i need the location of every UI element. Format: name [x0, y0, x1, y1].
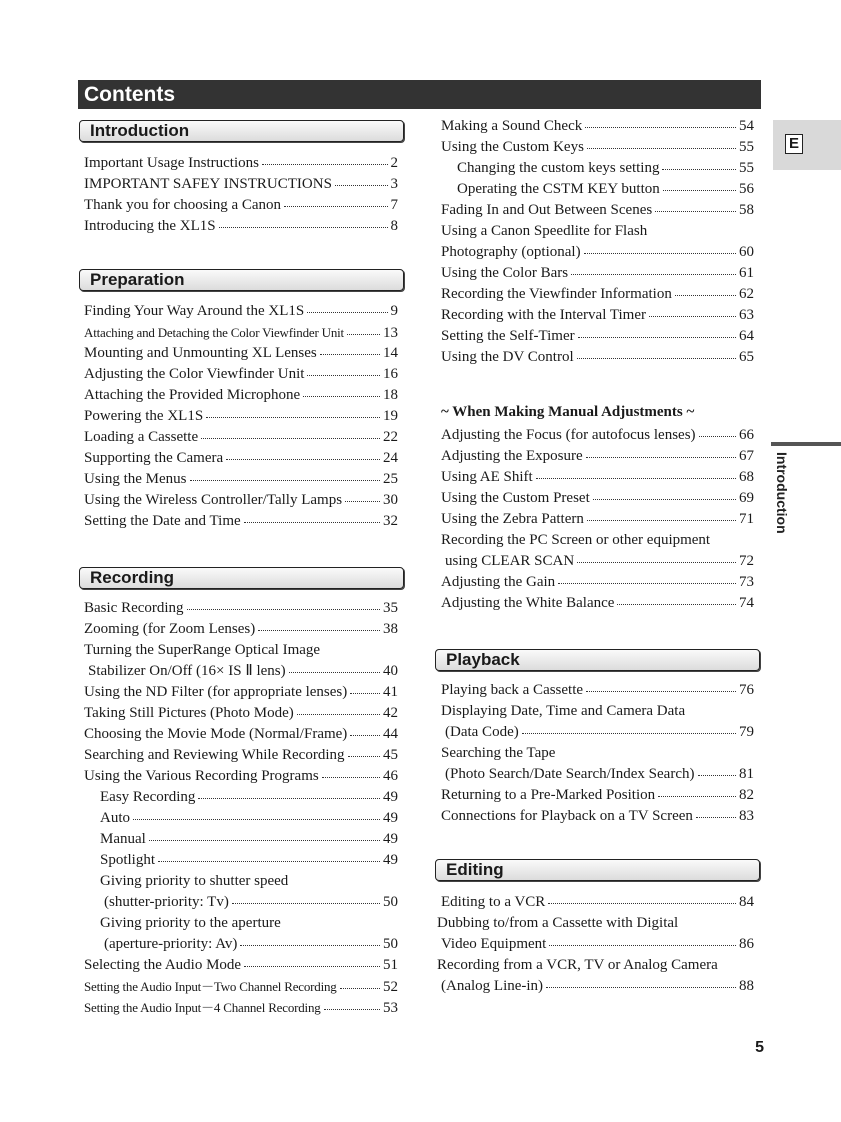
toc-entry — [84, 745, 398, 766]
toc-entry-page: 49 — [383, 810, 398, 826]
toc-entry-title: Making a Sound Check — [441, 118, 583, 134]
toc-leader-dots — [696, 816, 736, 818]
toc-entry — [441, 572, 754, 593]
toc-leader-dots — [198, 797, 380, 799]
toc-entry-page: 16 — [383, 366, 398, 382]
toc-entry-title: Setting the Audio Input－4 Channel Recording — [84, 1000, 321, 1015]
toc-entry — [441, 509, 754, 530]
toc-entry — [441, 806, 754, 827]
toc-leader-dots — [190, 479, 381, 481]
toc-entry-page: 82 — [739, 787, 754, 803]
toc-leader-dots — [297, 713, 380, 715]
toc-entry-title: Adjusting the Exposure — [441, 448, 583, 464]
toc-entry — [441, 976, 754, 997]
toc-leader-dots — [658, 795, 736, 797]
toc-entry — [84, 997, 398, 1018]
section-recording: Recording — [79, 567, 404, 589]
toc-entry-page: 69 — [739, 490, 754, 506]
toc-leader-dots — [324, 1008, 380, 1010]
toc-entry-title: Using the Zebra Pattern — [441, 511, 584, 527]
toc-entry-page: 66 — [739, 427, 754, 443]
toc-leader-dots — [219, 226, 388, 228]
toc-entry — [457, 158, 754, 179]
toc-entry-page: 83 — [739, 808, 754, 824]
toc-entry-title: Video Equipment — [441, 936, 547, 952]
toc-entry-page: 14 — [383, 345, 398, 361]
toc-entry-page: 38 — [383, 621, 398, 637]
toc-entry-page: 62 — [739, 286, 754, 302]
toc-entry-page: 8 — [390, 218, 398, 234]
manual-adjustments-heading: ~ When Making Manual Adjustments ~ — [441, 404, 695, 420]
section-preparation: Preparation — [79, 269, 404, 291]
toc-entry — [437, 913, 678, 934]
toc-entry-page: 67 — [739, 448, 754, 464]
toc-entry-title: Selecting the Audio Mode — [84, 957, 242, 973]
toc-entry-title: Giving priority to shutter speed — [100, 873, 289, 889]
toc-leader-dots — [577, 561, 736, 563]
toc-entry — [84, 619, 398, 640]
toc-entry — [84, 364, 398, 385]
toc-entry-title: (Data Code) — [445, 724, 519, 740]
toc-entry-title: Recording the PC Screen or other equipment — [441, 532, 711, 548]
page-number: 5 — [755, 1039, 764, 1056]
toc-entry-title: Manual — [100, 831, 146, 847]
toc-leader-dots — [149, 839, 380, 841]
toc-leader-dots — [522, 732, 736, 734]
toc-entry-title: Setting the Audio Input－Two Channel Recording — [84, 979, 337, 994]
toc-entry-page: 44 — [383, 726, 398, 742]
toc-entry-title: Using the Menus — [84, 471, 187, 487]
toc-entry-title: Recording with the Interval Timer — [441, 307, 646, 323]
toc-entry-page: 24 — [383, 450, 398, 466]
toc-entry-page: 42 — [383, 705, 398, 721]
toc-entry-page: 55 — [739, 160, 754, 176]
toc-leader-dots — [335, 184, 388, 186]
toc-entry — [84, 195, 398, 216]
toc-entry-page: 2 — [390, 155, 398, 171]
toc-entry — [441, 284, 754, 305]
toc-entry — [441, 221, 647, 242]
toc-entry — [437, 955, 718, 976]
toc-leader-dots — [699, 435, 736, 437]
toc-entry-title: Stabilizer On/Off (16× IS Ⅱ lens) — [88, 663, 286, 679]
toc-entry-title: Turning the SuperRange Optical Image — [84, 642, 321, 658]
toc-entry-title: Loading a Cassette — [84, 429, 199, 445]
toc-entry-title: Zooming (for Zoom Lenses) — [84, 621, 256, 637]
toc-entry-page: 56 — [739, 181, 754, 197]
section-tab-bar — [771, 442, 841, 446]
toc-leader-dots — [548, 902, 736, 904]
toc-entry-page: 50 — [383, 894, 398, 910]
toc-entry-page: 22 — [383, 429, 398, 445]
toc-leader-dots — [320, 353, 380, 355]
toc-leader-dots — [340, 987, 380, 989]
toc-entry-page: 46 — [383, 768, 398, 784]
toc-leader-dots — [289, 671, 380, 673]
toc-leader-dots — [240, 944, 380, 946]
toc-leader-dots — [206, 416, 380, 418]
toc-entry — [84, 174, 398, 195]
toc-leader-dots — [307, 374, 380, 376]
toc-entry — [84, 766, 398, 787]
toc-entry-page: 81 — [739, 766, 754, 782]
toc-leader-dots — [546, 986, 736, 988]
toc-leader-dots — [698, 774, 737, 776]
toc-entry-title: Mounting and Unmounting XL Lenses — [84, 345, 317, 361]
toc-entry-page: 50 — [383, 936, 398, 952]
toc-entry — [104, 892, 398, 913]
toc-leader-dots — [226, 458, 380, 460]
toc-leader-dots — [558, 582, 736, 584]
toc-entry-page: 54 — [739, 118, 754, 134]
toc-entry-title: Finding Your Way Around the XL1S — [84, 303, 305, 319]
toc-entry — [100, 829, 398, 850]
toc-entry-page: 84 — [739, 894, 754, 910]
toc-entry-page: 7 — [390, 197, 398, 213]
toc-entry — [441, 425, 754, 446]
toc-entry-page: 71 — [739, 511, 754, 527]
toc-leader-dots — [617, 603, 736, 605]
section-editing: Editing — [435, 859, 760, 881]
toc-leader-dots — [571, 273, 736, 275]
toc-leader-dots — [536, 477, 736, 479]
toc-entry-title: (Analog Line-in) — [441, 978, 544, 994]
toc-leader-dots — [586, 690, 736, 692]
toc-entry-page: 45 — [383, 747, 398, 763]
toc-entry-page: 73 — [739, 574, 754, 590]
toc-entry — [84, 598, 398, 619]
toc-entry-page: 76 — [739, 682, 754, 698]
toc-entry — [100, 871, 288, 892]
toc-entry — [441, 116, 754, 137]
toc-entry-page: 65 — [739, 349, 754, 365]
toc-leader-dots — [662, 168, 736, 170]
toc-leader-dots — [350, 734, 380, 736]
toc-entry-page: 9 — [390, 303, 398, 319]
toc-entry — [441, 137, 754, 158]
toc-entry — [441, 488, 754, 509]
toc-entry-title: Attaching the Provided Microphone — [84, 387, 301, 403]
toc-entry-page: 13 — [383, 325, 398, 341]
toc-entry-title: Using the Custom Preset — [441, 490, 590, 506]
toc-entry-title: Recording the Viewfinder Information — [441, 286, 672, 302]
toc-entry-title: Playing back a Cassette — [441, 682, 584, 698]
toc-entry — [441, 326, 754, 347]
toc-entry-title: Searching the Tape — [441, 745, 556, 761]
toc-entry — [441, 446, 754, 467]
toc-entry — [88, 661, 398, 682]
toc-entry-page: 86 — [739, 936, 754, 952]
toc-entry-title: Using the ND Filter (for appropriate lenses) — [84, 684, 348, 700]
toc-entry — [84, 216, 398, 237]
toc-leader-dots — [232, 902, 380, 904]
toc-entry-page: 49 — [383, 789, 398, 805]
toc-entry — [84, 343, 398, 364]
toc-entry-page: 25 — [383, 471, 398, 487]
toc-leader-dots — [587, 519, 736, 521]
toc-entry — [441, 305, 754, 326]
toc-entry — [84, 703, 398, 724]
toc-entry-title: Using the Various Recording Programs — [84, 768, 319, 784]
page-title: Contents — [78, 80, 761, 109]
toc-entry-page: 40 — [383, 663, 398, 679]
toc-entry — [441, 242, 754, 263]
toc-entry — [441, 467, 754, 488]
toc-entry-page: 79 — [739, 724, 754, 740]
toc-entry — [104, 934, 398, 955]
toc-entry-page: 58 — [739, 202, 754, 218]
toc-entry-page: 49 — [383, 852, 398, 868]
toc-entry-title: Displaying Date, Time and Camera Data — [441, 703, 686, 719]
toc-entry-page: 72 — [739, 553, 754, 569]
toc-entry-title: Using the Wireless Controller/Tally Lamps — [84, 492, 343, 508]
toc-entry-page: 19 — [383, 408, 398, 424]
toc-entry-title: Connections for Playback on a TV Screen — [441, 808, 693, 824]
toc-leader-dots — [577, 357, 736, 359]
toc-entry-title: Introducing the XL1S — [84, 218, 216, 234]
toc-entry — [84, 385, 398, 406]
toc-entry-title: Setting the Date and Time — [84, 513, 241, 529]
toc-leader-dots — [284, 205, 387, 207]
toc-entry — [84, 640, 320, 661]
toc-entry-page: 60 — [739, 244, 754, 260]
toc-entry-title: Adjusting the White Balance — [441, 595, 615, 611]
toc-entry-title: (shutter-priority: Tv) — [104, 894, 229, 910]
toc-entry-title: using CLEAR SCAN — [445, 553, 575, 569]
toc-entry-page: 30 — [383, 492, 398, 508]
toc-entry-title: Editing to a VCR — [441, 894, 546, 910]
toc-entry-title: Returning to a Pre-Marked Position — [441, 787, 656, 803]
toc-entry-title: Taking Still Pictures (Photo Mode) — [84, 705, 294, 721]
toc-entry-title: Giving priority to the aperture — [100, 915, 281, 931]
toc-leader-dots — [307, 311, 387, 313]
toc-entry-title: Supporting the Camera — [84, 450, 224, 466]
toc-entry — [84, 955, 398, 976]
toc-entry-page: 41 — [383, 684, 398, 700]
toc-entry-title: Dubbing to/from a Cassette with Digital — [437, 915, 679, 931]
toc-entry — [441, 593, 754, 614]
toc-leader-dots — [158, 860, 380, 862]
toc-leader-dots — [675, 294, 736, 296]
toc-entry-title: Photography (optional) — [441, 244, 581, 260]
toc-entry-title: Auto — [100, 810, 130, 826]
toc-leader-dots — [201, 437, 380, 439]
toc-entry-page: 74 — [739, 595, 754, 611]
toc-entry — [457, 179, 754, 200]
toc-leader-dots — [649, 315, 736, 317]
toc-entry-title: Changing the custom keys setting — [457, 160, 660, 176]
toc-entry-page: 64 — [739, 328, 754, 344]
toc-leader-dots — [585, 126, 736, 128]
toc-entry — [441, 701, 685, 722]
toc-entry-title: Setting the Self-Timer — [441, 328, 575, 344]
toc-entry-title: Fading In and Out Between Scenes — [441, 202, 653, 218]
toc-leader-dots — [587, 147, 736, 149]
toc-entry-title: Using a Canon Speedlite for Flash — [441, 223, 648, 239]
toc-entry-title: IMPORTANT SAFEY INSTRUCTIONS — [84, 176, 332, 192]
section-playback: Playback — [435, 649, 760, 671]
section-introduction: Introduction — [79, 120, 404, 142]
toc-entry-title: Adjusting the Focus (for autofocus lenses) — [441, 427, 696, 443]
toc-entry — [84, 322, 398, 343]
toc-entry — [441, 530, 710, 551]
toc-leader-dots — [262, 163, 388, 165]
toc-leader-dots — [578, 336, 736, 338]
toc-entry-title: Using the Color Bars — [441, 265, 569, 281]
toc-entry-page: 63 — [739, 307, 754, 323]
toc-entry — [84, 724, 398, 745]
toc-leader-dots — [303, 395, 380, 397]
toc-entry-title: Spotlight — [100, 852, 156, 868]
toc-entry — [84, 976, 398, 997]
toc-entry-title: Adjusting the Color Viewfinder Unit — [84, 366, 305, 382]
toc-entry-title: Searching and Reviewing While Recording — [84, 747, 345, 763]
toc-entry-title: Powering the XL1S — [84, 408, 204, 424]
toc-entry-page: 68 — [739, 469, 754, 485]
toc-entry-page: 61 — [739, 265, 754, 281]
toc-entry-title: Basic Recording — [84, 600, 184, 616]
toc-leader-dots — [584, 252, 736, 254]
language-tab — [773, 120, 841, 170]
toc-leader-dots — [187, 608, 380, 610]
toc-leader-dots — [348, 755, 381, 757]
toc-entry — [84, 682, 398, 703]
toc-entry-title: Choosing the Movie Mode (Normal/Frame) — [84, 726, 348, 742]
toc-entry-title: (aperture-priority: Av) — [104, 936, 238, 952]
toc-entry — [441, 785, 754, 806]
toc-leader-dots — [244, 965, 380, 967]
toc-entry-title: Recording from a VCR, TV or Analog Camera — [437, 957, 718, 973]
toc-entry — [84, 153, 398, 174]
toc-entry — [441, 263, 754, 284]
toc-entry-page: 52 — [383, 979, 398, 995]
toc-entry-title: Using the Custom Keys — [441, 139, 584, 155]
toc-entry — [445, 551, 754, 572]
toc-entry-page: 88 — [739, 978, 754, 994]
toc-entry — [84, 469, 398, 490]
toc-entry — [441, 934, 754, 955]
toc-entry — [441, 347, 754, 368]
toc-entry-title: Adjusting the Gain — [441, 574, 556, 590]
toc-leader-dots — [549, 944, 736, 946]
toc-entry-page: 32 — [383, 513, 398, 529]
toc-entry — [100, 850, 398, 871]
toc-entry — [84, 406, 398, 427]
toc-leader-dots — [655, 210, 736, 212]
toc-leader-dots — [593, 498, 736, 500]
toc-entry-page: 35 — [383, 600, 398, 616]
toc-entry — [445, 764, 754, 785]
toc-entry — [84, 301, 398, 322]
section-tab-label: Introduction — [774, 452, 790, 534]
toc-entry — [84, 511, 398, 532]
toc-leader-dots — [244, 521, 380, 523]
toc-entry — [100, 808, 398, 829]
toc-entry — [84, 427, 398, 448]
toc-leader-dots — [258, 629, 380, 631]
toc-entry-page: 51 — [383, 957, 398, 973]
toc-leader-dots — [345, 500, 380, 502]
toc-entry-title: Operating the CSTM KEY button — [457, 181, 660, 197]
toc-entry-title: Important Usage Instructions — [84, 155, 259, 171]
toc-entry-page: 49 — [383, 831, 398, 847]
toc-entry — [84, 490, 398, 511]
toc-entry-title: Thank you for choosing a Canon — [84, 197, 282, 213]
toc-leader-dots — [350, 692, 380, 694]
toc-entry — [445, 722, 754, 743]
toc-entry — [100, 913, 281, 934]
language-letter: E — [785, 134, 803, 154]
toc-entry-title: (Photo Search/Date Search/Index Search) — [445, 766, 695, 782]
toc-entry-page: 18 — [383, 387, 398, 403]
toc-entry — [100, 787, 398, 808]
toc-leader-dots — [133, 818, 380, 820]
toc-entry-title: Using AE Shift — [441, 469, 533, 485]
toc-leader-dots — [663, 189, 736, 191]
toc-entry — [441, 680, 754, 701]
toc-entry — [441, 200, 754, 221]
toc-leader-dots — [586, 456, 736, 458]
toc-entry — [441, 743, 555, 764]
toc-entry-page: 3 — [390, 176, 398, 192]
toc-entry-page: 55 — [739, 139, 754, 155]
toc-entry-title: Easy Recording — [100, 789, 196, 805]
toc-entry-title: Attaching and Detaching the Color Viewfinder Unit — [84, 325, 344, 340]
toc-entry-title: Using the DV Control — [441, 349, 574, 365]
toc-leader-dots — [347, 333, 380, 335]
toc-entry-page: 53 — [383, 1000, 398, 1016]
toc-leader-dots — [322, 776, 380, 778]
toc-entry — [84, 448, 398, 469]
toc-entry — [441, 892, 754, 913]
